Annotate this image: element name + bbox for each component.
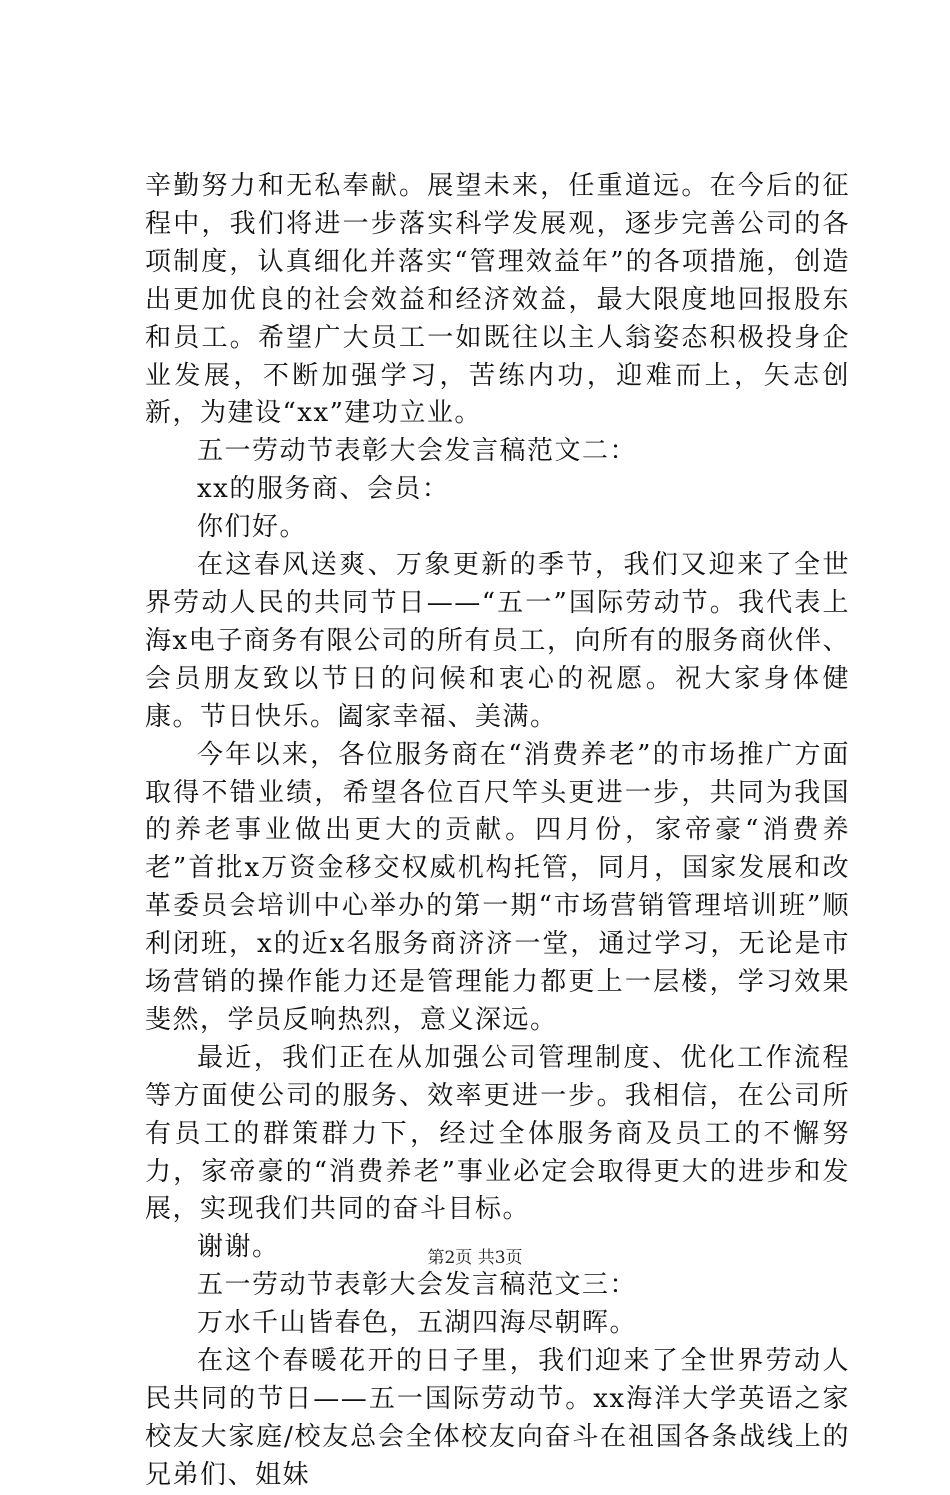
paragraph-holiday: 在这春风送爽、万象更新的季节，我们又迎来了全世界劳动人民的共同节日——“五一”国际劳动节。我代表上海x电子商务有限公司的所有员工，向所有的服务商伙伴、会员朋友致以节日的问候和衷心的祝愿。祝大家身体健康。节日快乐。阖家幸福、美满。	[145, 550, 850, 732]
paragraph-final: 在这个春暖花开的日子里，我们迎来了全世界劳动人民共同的节日——五一国际劳动节。xx海洋大学英语之家校友大家庭/校友总会全体校友向奋斗在祖国各条战线上的兄弟们、姐妹	[145, 1346, 850, 1490]
paragraph-1: 辛勤努力和无私奉献。展望未来，任重道远。在今后的征程中，我们将进一步落实科学发展观，逐步完善公司的各项制度，认真细化并落实“管理效益年”的各项措施，创造出更加优良的社会效益和经济效益，最大限度地回报股东和员工。希望广大员工一如既往以主人翁姿态积极投身企业发展，不断加强学习，苦练内功，迎难而上，矢志创新，为建设“xx”建功立业。	[145, 171, 850, 429]
couplet-line: 万水千山皆春色，五湖四海尽朝晖。	[197, 1308, 638, 1339]
heading-speech-2: 五一劳动节表彰大会发言稿范文二：	[197, 436, 638, 467]
document-body	[145, 168, 850, 1495]
paragraph-achievements: 今年以来，各位服务商在“消费养老”的市场推广方面取得不错业绩，希望各位百尺竿头更进一步，共同为我国的养老事业做出更大的贡献。四月份，家帝豪“消费养老”首批x万资金移交权威机构托管，同月，国家发展和改革委员会培训中心举办的第一期“市场营销管理培训班”顺利闭班，x的近x名服务商济济一堂，通过学习，无论是市场营销的操作能力还是管理能力都更上一层楼，学习效果斐然，学员反响热烈，意义深远。	[145, 739, 850, 1035]
paragraph-recent: 最近，我们正在从加强公司管理制度、优化工作流程等方面使公司的服务、效率更进一步。我相信，在公司所有员工的群策群力下，经过全体服务商及员工的不懈努力，家帝豪的“消费养老”事业必定会取得更大的进步和发展，实现我们共同的奋斗目标。	[145, 1042, 850, 1225]
salutation: xx的服务商、会员：	[197, 474, 450, 505]
page-footer: 第2页 共3页	[427, 1248, 523, 1268]
heading-speech-3: 五一劳动节表彰大会发言稿范文三：	[197, 1270, 638, 1301]
thanks: 谢谢。	[197, 1232, 280, 1263]
greeting: 你们好。	[197, 512, 308, 543]
